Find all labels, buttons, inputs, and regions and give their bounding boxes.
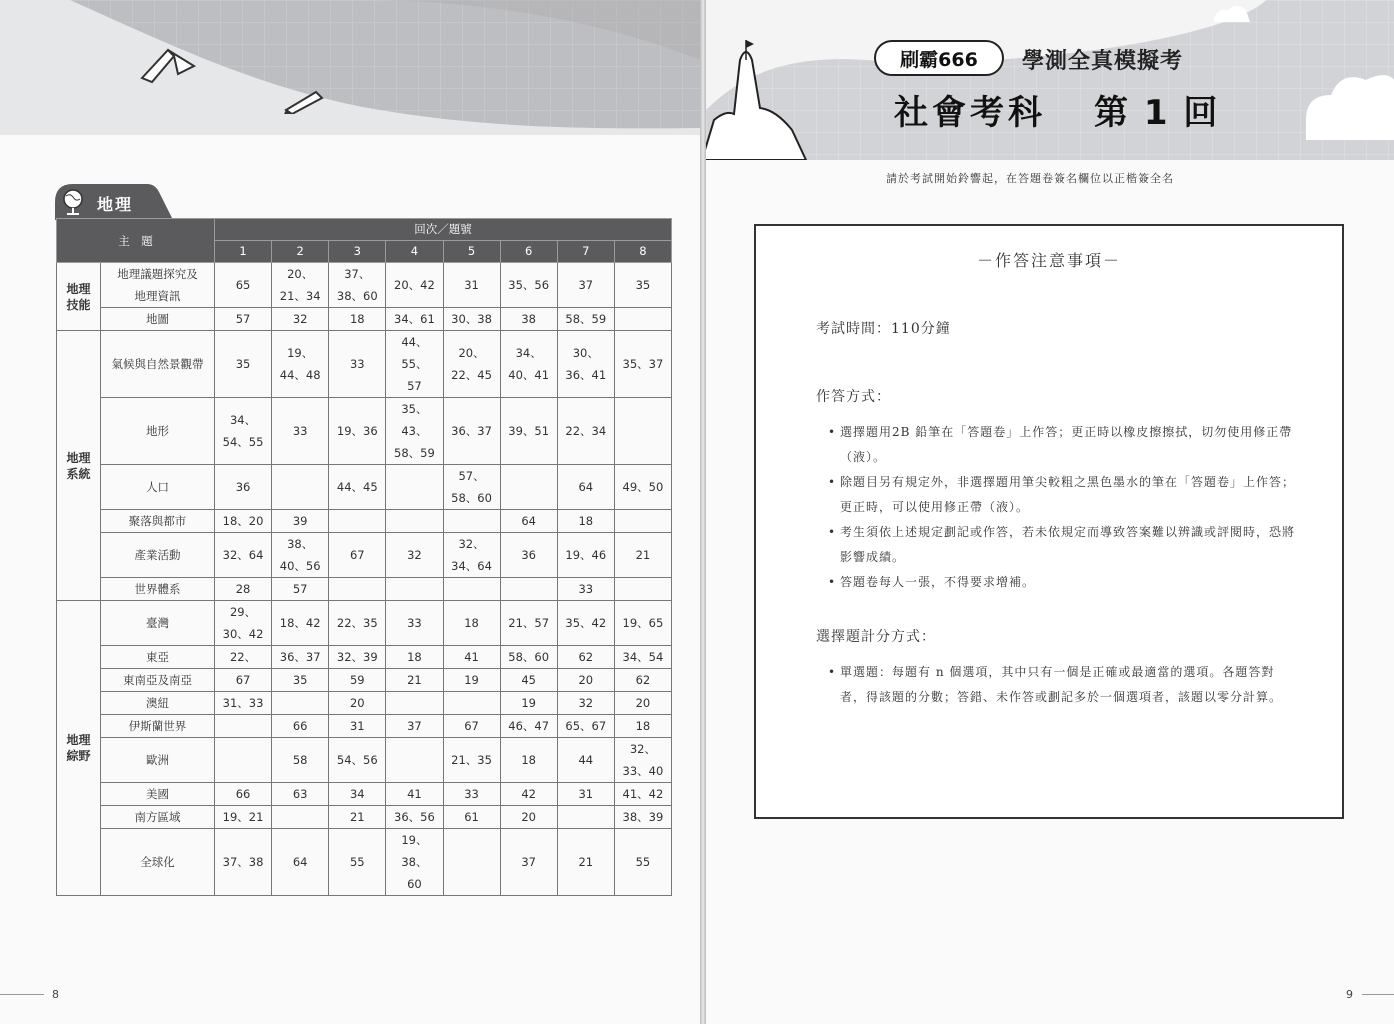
question-cell: 32、64: [215, 533, 272, 578]
question-cell: [329, 578, 386, 601]
question-cell: 28: [215, 578, 272, 601]
question-cell: [500, 578, 557, 601]
question-cell: 64: [557, 465, 614, 510]
question-cell: 57、 58、60: [443, 465, 500, 510]
question-cell: 30、 36、41: [557, 331, 614, 398]
question-cell: 31: [329, 715, 386, 738]
question-cell: 19、65: [614, 601, 671, 646]
question-cell: 19、36: [329, 398, 386, 465]
question-cell: 57: [272, 578, 329, 601]
question-cell: 41、42: [614, 783, 671, 806]
group-label: 地理 技能: [57, 263, 101, 331]
question-cell: 20、42: [386, 263, 443, 308]
question-cell: 33: [329, 331, 386, 398]
question-cell: 22、: [215, 646, 272, 669]
question-cell: 44、45: [329, 465, 386, 510]
question-cell: 37、 38、60: [329, 263, 386, 308]
question-cell: 67: [443, 715, 500, 738]
question-cell: 41: [386, 783, 443, 806]
question-cell: [614, 398, 671, 465]
question-cell: 21: [557, 829, 614, 896]
exam-time: 考試時間：110分鐘: [816, 321, 951, 337]
round-number: 6: [500, 241, 557, 263]
topic-cell: 聚落與都市: [101, 510, 215, 533]
table-row: [57, 646, 672, 669]
question-cell: 20: [329, 692, 386, 715]
question-cell: 35: [272, 669, 329, 692]
question-cell: [272, 465, 329, 510]
question-cell: 62: [614, 669, 671, 692]
question-cell: 49、50: [614, 465, 671, 510]
question-cell: 45: [500, 669, 557, 692]
question-cell: [500, 465, 557, 510]
question-cell: 32、39: [329, 646, 386, 669]
table-row: [57, 806, 672, 829]
question-cell: [329, 510, 386, 533]
topic-cell: 人口: [101, 465, 215, 510]
question-cell: [443, 829, 500, 896]
topic-cell: 美國: [101, 783, 215, 806]
topic-cell: 南方區域: [101, 806, 215, 829]
question-cell: 18: [386, 646, 443, 669]
table-row: [57, 738, 672, 783]
table-row: [57, 578, 672, 601]
question-cell: [386, 692, 443, 715]
question-cell: [443, 510, 500, 533]
question-cell: 19、46: [557, 533, 614, 578]
question-cell: 37: [500, 829, 557, 896]
question-cell: 37: [557, 263, 614, 308]
round-number: 3: [329, 241, 386, 263]
signature-note: 請於考試開始鈴響起，在答題卷簽名欄位以正楷簽全名: [886, 172, 1174, 185]
question-cell: 44: [557, 738, 614, 783]
question-cell: 65: [215, 263, 272, 308]
method-item: • 答題卷每人一張，不得要求增補。: [828, 575, 1036, 589]
question-cell: [215, 738, 272, 783]
question-cell: 21、57: [500, 601, 557, 646]
globe-icon: [60, 188, 86, 216]
question-cell: 21、35: [443, 738, 500, 783]
question-cell: 35: [614, 263, 671, 308]
right-page: [706, 0, 1394, 1024]
question-cell: 59: [329, 669, 386, 692]
topic-cell: 臺灣: [101, 601, 215, 646]
question-cell: 67: [329, 533, 386, 578]
question-cell: 34、61: [386, 308, 443, 331]
question-cell: 34、 40、41: [500, 331, 557, 398]
notice-title: －作答注意事項－: [976, 251, 1121, 270]
topic-cell: 氣候與自然景觀帶: [101, 331, 215, 398]
question-cell: [386, 578, 443, 601]
question-cell: 36、37: [272, 646, 329, 669]
scoring-heading: 選擇題計分方式：: [816, 629, 936, 645]
question-cell: 32: [386, 533, 443, 578]
series-badge: 刷霸666: [874, 40, 1004, 76]
round-number: 7: [557, 241, 614, 263]
question-cell: 18、20: [215, 510, 272, 533]
question-cell: 34、 54、55: [215, 398, 272, 465]
question-cell: 63: [272, 783, 329, 806]
question-cell: 41: [443, 646, 500, 669]
question-cell: 46、47: [500, 715, 557, 738]
question-cell: 31、33: [215, 692, 272, 715]
header-decoration: [706, 0, 1394, 160]
table-row: [57, 398, 672, 465]
question-cell: 34: [329, 783, 386, 806]
topic-cell: 東南亞及南亞: [101, 669, 215, 692]
question-cell: 31: [557, 783, 614, 806]
question-cell: 20: [614, 692, 671, 715]
question-cell: [272, 692, 329, 715]
question-cell: 39、51: [500, 398, 557, 465]
section-tab-geography: [55, 184, 175, 220]
topic-cell: 澳紐: [101, 692, 215, 715]
question-cell: 35: [215, 331, 272, 398]
question-cell: 35、37: [614, 331, 671, 398]
topic-cell: 東亞: [101, 646, 215, 669]
question-cell: 34、54: [614, 646, 671, 669]
question-cell: 18: [614, 715, 671, 738]
question-cell: 44、55、 57: [386, 331, 443, 398]
topic-cell: 全球化: [101, 829, 215, 896]
subject-title: 社會考科: [894, 93, 1046, 133]
table-row: [57, 465, 672, 510]
question-cell: 38: [500, 308, 557, 331]
question-cell: 20、 22、45: [443, 331, 500, 398]
question-cell: 55: [614, 829, 671, 896]
question-cell: 19、21: [215, 806, 272, 829]
table-row: [57, 533, 672, 578]
question-cell: [614, 510, 671, 533]
question-cell: 64: [500, 510, 557, 533]
topic-question-table: [56, 218, 672, 896]
method-item: • 除題目另有規定外，非選擇題用筆尖較粗之黑色墨水的筆在「答題卷」上作答；更正時，可以使用修正帶（液）。: [828, 475, 1296, 514]
table-row: [57, 263, 672, 308]
question-cell: 66: [272, 715, 329, 738]
topic-cell: 地圖: [101, 308, 215, 331]
round-title: 第 1 回: [1094, 93, 1220, 133]
topic-cell: 地形: [101, 398, 215, 465]
question-cell: 58、60: [500, 646, 557, 669]
question-cell: 37、38: [215, 829, 272, 896]
table-row: [57, 715, 672, 738]
round-number: 2: [272, 241, 329, 263]
question-cell: 32、 34、64: [443, 533, 500, 578]
table-row: [57, 510, 672, 533]
round-number: 8: [614, 241, 671, 263]
question-cell: 22、35: [329, 601, 386, 646]
question-cell: [386, 738, 443, 783]
table-row: [57, 829, 672, 896]
topic-cell: 地理議題探究及 地理資訊: [101, 263, 215, 308]
left-header-band: [0, 0, 700, 135]
pencil-icon: [282, 88, 326, 114]
topic-cell: 歐洲: [101, 738, 215, 783]
group-label: 地理 綜野: [57, 601, 101, 896]
method-item: • 選擇題用2B 鉛筆在「答題卷」上作答；更正時以橡皮擦擦拭，切勿使用修正帶（液）。: [828, 425, 1293, 464]
question-cell: 36、56: [386, 806, 443, 829]
question-cell: 42: [500, 783, 557, 806]
question-cell: 32: [557, 692, 614, 715]
question-cell: 19: [443, 669, 500, 692]
scoring-item: • 單選題：每題有 n 個選項，其中只有一個是正確或最適當的選項。各題答對者，得該題的分數；答錯、未作答或劃記多於一個選項者，該題以零分計算。: [828, 665, 1283, 704]
question-cell: 58、59: [557, 308, 614, 331]
question-cell: [386, 510, 443, 533]
topic-cell: 產業活動: [101, 533, 215, 578]
question-cell: 19: [500, 692, 557, 715]
question-cell: 20: [500, 806, 557, 829]
topic-cell: 世界體系: [101, 578, 215, 601]
question-cell: 58: [272, 738, 329, 783]
topic-header: 主 題: [57, 219, 215, 263]
question-cell: 18: [329, 308, 386, 331]
question-cell: 21: [329, 806, 386, 829]
topic-cell: 伊斯蘭世界: [101, 715, 215, 738]
question-cell: 18: [557, 510, 614, 533]
header-wave-decoration: [0, 0, 700, 135]
question-cell: 64: [272, 829, 329, 896]
question-cell: [557, 806, 614, 829]
question-cell: [272, 806, 329, 829]
round-number: 4: [386, 241, 443, 263]
question-cell: 61: [443, 806, 500, 829]
page-number: 9: [1346, 988, 1353, 1001]
table-row: [57, 331, 672, 398]
question-cell: 32、 33、40: [614, 738, 671, 783]
question-cell: 30、38: [443, 308, 500, 331]
question-cell: 54、56: [329, 738, 386, 783]
table-row: [57, 692, 672, 715]
section-label: 地理: [97, 195, 134, 214]
table-row: [57, 308, 672, 331]
question-cell: 33: [272, 398, 329, 465]
open-book-icon: [138, 44, 198, 84]
question-cell: 18、42: [272, 601, 329, 646]
question-cell: 33: [557, 578, 614, 601]
question-cell: 35、42: [557, 601, 614, 646]
table-row: [57, 669, 672, 692]
table-row: [57, 601, 672, 646]
question-cell: 67: [215, 669, 272, 692]
page-footer-line: [1362, 994, 1394, 995]
question-cell: [614, 308, 671, 331]
question-cell: 65、67: [557, 715, 614, 738]
question-cell: [443, 578, 500, 601]
question-cell: 38、 40、56: [272, 533, 329, 578]
question-cell: 18: [443, 601, 500, 646]
table-row: [57, 783, 672, 806]
notice-box: [754, 224, 1344, 819]
question-cell: 18: [500, 738, 557, 783]
question-cell: 19、 44、48: [272, 331, 329, 398]
round-header: 回次／題號: [215, 219, 672, 241]
group-label: 地理 系統: [57, 331, 101, 601]
question-cell: 29、 30、42: [215, 601, 272, 646]
question-cell: 20、 21、34: [272, 263, 329, 308]
page-footer-line: [0, 994, 44, 995]
question-cell: 55: [329, 829, 386, 896]
method-item: • 考生須依上述規定劃記或作答，若未依規定而導致答案難以辨識或評閱時，恐將影響成績。: [828, 525, 1296, 564]
question-cell: 36、37: [443, 398, 500, 465]
question-cell: 35、56: [500, 263, 557, 308]
question-cell: 31: [443, 263, 500, 308]
page-number: 8: [52, 988, 59, 1001]
question-cell: [215, 715, 272, 738]
question-cell: 37: [386, 715, 443, 738]
question-cell: 22、34: [557, 398, 614, 465]
question-cell: 32: [272, 308, 329, 331]
exam-name: 學測全真模擬考: [1022, 49, 1184, 74]
question-cell: 36: [500, 533, 557, 578]
question-cell: 21: [614, 533, 671, 578]
question-cell: [443, 692, 500, 715]
question-cell: [614, 578, 671, 601]
round-number: 1: [215, 241, 272, 263]
question-cell: 19、38、 60: [386, 829, 443, 896]
right-header-band: [706, 0, 1394, 160]
round-number: 5: [443, 241, 500, 263]
question-cell: 66: [215, 783, 272, 806]
question-cell: [386, 465, 443, 510]
question-cell: 33: [443, 783, 500, 806]
question-cell: 20: [557, 669, 614, 692]
method-heading: 作答方式：: [816, 389, 891, 405]
question-cell: 35、43、 58、59: [386, 398, 443, 465]
question-cell: 62: [557, 646, 614, 669]
question-cell: 33: [386, 601, 443, 646]
question-cell: 39: [272, 510, 329, 533]
question-cell: 38、39: [614, 806, 671, 829]
question-cell: 36: [215, 465, 272, 510]
question-cell: 21: [386, 669, 443, 692]
question-cell: 57: [215, 308, 272, 331]
